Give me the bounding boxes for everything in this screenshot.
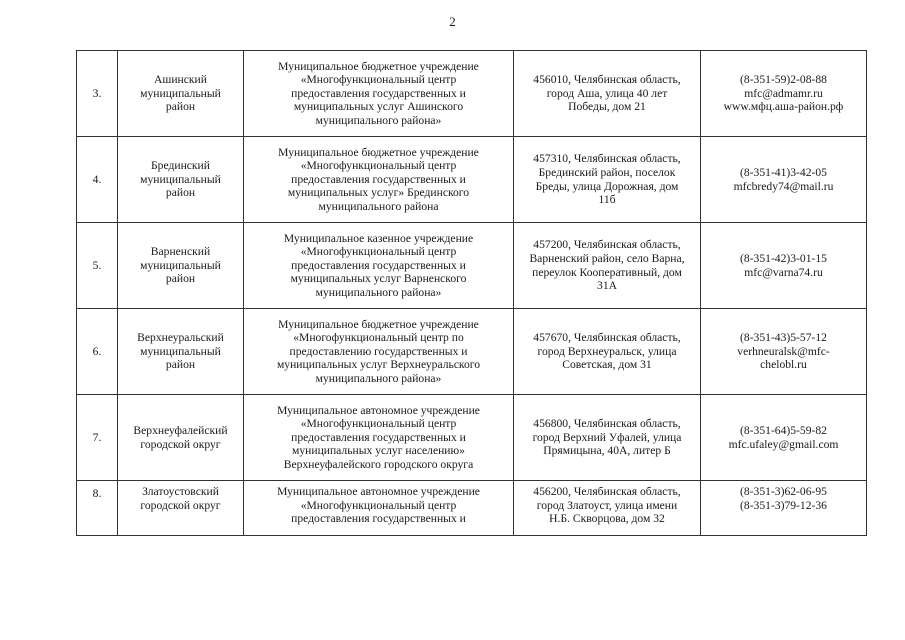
contacts-cell xyxy=(701,481,867,536)
text-line: 456010, Челябинская область, xyxy=(533,73,681,87)
row-number-cell: 3. xyxy=(77,51,118,137)
text-line: район xyxy=(165,272,196,286)
text-line: Златоустовский xyxy=(142,485,219,498)
text-line: Верхнеуфалейский xyxy=(133,423,228,437)
page-number: 2 xyxy=(449,14,456,29)
row-number-cell: 7. xyxy=(77,395,118,481)
text-line: муниципальный xyxy=(140,258,221,272)
text-line: Брединский район, поселок xyxy=(538,165,676,179)
table-row xyxy=(77,481,867,536)
text-line: муниципальный xyxy=(140,172,221,186)
contacts-cell xyxy=(701,395,867,481)
district-name-cell xyxy=(118,481,244,536)
text-line: городской округ xyxy=(140,498,221,512)
text-line: 31А xyxy=(597,279,617,293)
text-line: предоставления государственных и xyxy=(291,86,466,100)
district-name-cell xyxy=(118,309,244,395)
text-line: район xyxy=(165,358,196,372)
mfc-registry-table xyxy=(76,50,867,536)
text-line: муниципальный xyxy=(140,86,221,100)
text-line: mfc.ufaley@gmail.com xyxy=(728,437,839,451)
row-number-cell: 5. xyxy=(77,223,118,309)
text-line: Муниципальное бюджетное учреждение xyxy=(278,145,479,159)
text-line: Варненский район, село Варна, xyxy=(529,251,685,265)
text-line: mfc@admamr.ru xyxy=(744,86,823,100)
text-line: (8-351-43)5-57-12 xyxy=(740,331,827,345)
text-line: Н.Б. Скворцова, дом 32 xyxy=(549,512,665,526)
contacts-cell xyxy=(701,51,867,137)
text-line: 456800, Челябинская область, xyxy=(533,417,681,431)
text-line: Прямицына, 40А, литер Б xyxy=(543,444,671,458)
table-row xyxy=(77,223,867,309)
text-line: (8-351-59)2-08-88 xyxy=(740,73,827,87)
text-line: город Златоуст, улица имени xyxy=(536,498,678,512)
address-cell xyxy=(514,481,701,536)
text-line: городской округ xyxy=(140,437,221,451)
text-line: предоставления государственных и xyxy=(291,512,466,526)
text-line: 456200, Челябинская область, xyxy=(533,485,681,498)
district-name-cell xyxy=(118,395,244,481)
table-row xyxy=(77,309,867,395)
text-line: муниципальный xyxy=(140,344,221,358)
address-cell xyxy=(514,137,701,223)
text-line: муниципального района xyxy=(318,199,439,213)
row-number-cell: 4. xyxy=(77,137,118,223)
text-line: муниципальных услуг населению» xyxy=(292,444,465,458)
district-name-cell xyxy=(118,223,244,309)
text-line: chelobl.ru xyxy=(760,358,807,372)
text-line: Брединский xyxy=(151,159,210,173)
contacts-cell xyxy=(701,309,867,395)
contacts-cell xyxy=(701,137,867,223)
text-line: 457310, Челябинская область, xyxy=(533,152,681,166)
address-cell xyxy=(514,395,701,481)
address-cell xyxy=(514,309,701,395)
table-body xyxy=(77,51,867,536)
text-line: «Многофункциональный центр xyxy=(300,245,457,259)
text-line: предоставления государственных и xyxy=(291,430,466,444)
address-cell xyxy=(514,223,701,309)
text-line: verhneuralsk@mfc- xyxy=(737,344,830,358)
text-line: (8-351-64)5-59-82 xyxy=(740,423,827,437)
institution-name-cell xyxy=(244,137,514,223)
text-line: 457670, Челябинская область, xyxy=(533,331,681,345)
table-row xyxy=(77,51,867,137)
row-number-cell: 8. xyxy=(77,481,118,536)
text-line: 11б xyxy=(598,193,616,207)
text-line: город Аша, улица 40 лет xyxy=(546,86,668,100)
text-line: переулок Кооперативный, дом xyxy=(532,265,682,279)
text-line: Советская, дом 31 xyxy=(562,358,652,372)
text-line: Варненский xyxy=(150,245,211,259)
text-line: муниципальных услуг Ашинского xyxy=(293,100,464,114)
text-line: город Верхний Уфалей, улица xyxy=(532,430,682,444)
text-line: (8-351-41)3-42-05 xyxy=(740,165,827,179)
text-line: «Многофункциональный центр xyxy=(300,417,457,431)
text-line: муниципальных услуг» Брединского xyxy=(287,186,470,200)
text-line: «Многофункциональный центр по xyxy=(293,331,464,345)
text-line: муниципального района» xyxy=(315,113,442,127)
institution-name-cell xyxy=(244,223,514,309)
text-line: Муниципальное автономное учреждение xyxy=(277,485,480,498)
institution-name-cell xyxy=(244,481,514,536)
text-line: Муниципальное казенное учреждение xyxy=(283,231,474,245)
text-line: Муниципальное бюджетное учреждение xyxy=(278,59,479,73)
district-name-cell xyxy=(118,137,244,223)
contacts-cell xyxy=(701,223,867,309)
text-line: город Верхнеуральск, улица xyxy=(537,344,677,358)
text-line: Победы, дом 21 xyxy=(568,100,646,114)
text-line: район xyxy=(165,100,196,114)
text-line: (8-351-42)3-01-15 xyxy=(740,251,827,265)
text-line: Верхнеуральский xyxy=(137,331,224,345)
text-line: Ашинский xyxy=(154,73,207,87)
text-line: mfcbredy74@mail.ru xyxy=(733,179,834,193)
institution-name-cell xyxy=(244,395,514,481)
table-row xyxy=(77,137,867,223)
text-line: предоставлению государственных и xyxy=(289,344,468,358)
text-line: предоставления государственных и xyxy=(291,258,466,272)
text-line: предоставления государственных и xyxy=(291,172,466,186)
text-line: муниципальных услуг Варненского xyxy=(290,272,467,286)
row-number-cell: 6. xyxy=(77,309,118,395)
text-line: (8-351-3)79-12-36 xyxy=(740,498,827,512)
text-line: Муниципальное бюджетное учреждение xyxy=(278,317,479,331)
text-line: 457200, Челябинская область, xyxy=(533,238,681,252)
text-line: Верхнеуфалейского городского округа xyxy=(283,457,474,471)
text-line: Муниципальное автономное учреждение xyxy=(277,403,480,417)
text-line: (8-351-3)62-06-95 xyxy=(740,485,827,498)
text-line: «Многофункциональный центр xyxy=(300,498,457,512)
institution-name-cell xyxy=(244,51,514,137)
text-line: «Многофункциональный центр xyxy=(300,73,457,87)
institution-name-cell xyxy=(244,309,514,395)
text-line: www.мфц.аша-район.рф xyxy=(723,100,844,114)
text-line: Бреды, улица Дорожная, дом xyxy=(535,179,679,193)
text-line: муниципального района» xyxy=(315,285,442,299)
text-line: «Многофункциональный центр xyxy=(300,159,457,173)
text-line: муниципального района» xyxy=(315,371,442,385)
district-name-cell xyxy=(118,51,244,137)
text-line: mfc@varna74.ru xyxy=(744,265,823,279)
table-row xyxy=(77,395,867,481)
text-line: район xyxy=(165,186,196,200)
text-line: муниципальных услуг Верхнеуральского xyxy=(276,358,481,372)
address-cell xyxy=(514,51,701,137)
